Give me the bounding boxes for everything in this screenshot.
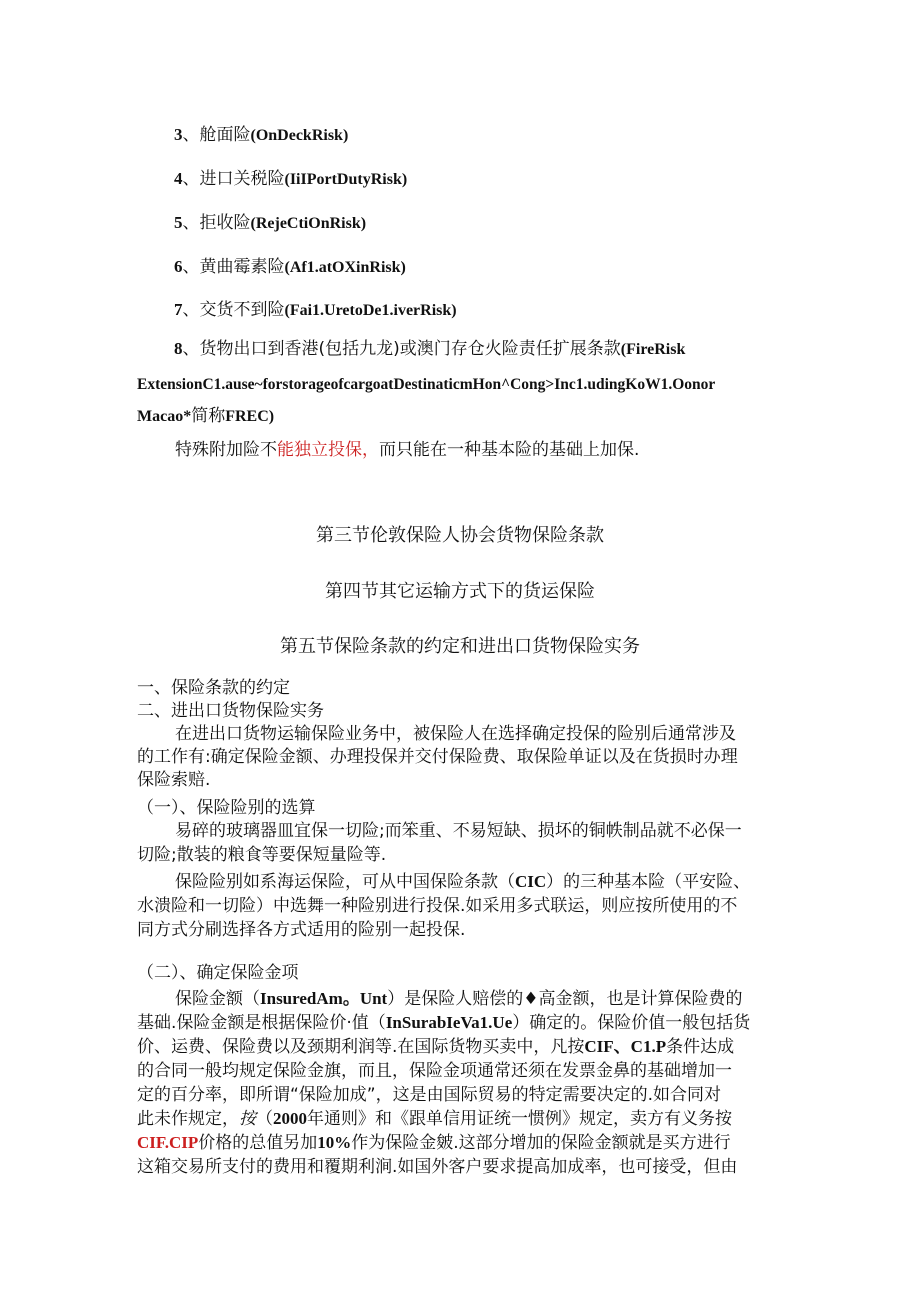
intro-paragraph-line: 保险索赔. — [137, 770, 211, 790]
fragile-goods-line: 切险;散装的粮食等要保短量险等. — [137, 845, 387, 865]
list-item-4: 4、进口关税险(IiIPortDutyRisk) — [174, 169, 408, 189]
list-item-8-abbreviation: Macao*简称FREC) — [137, 406, 275, 426]
intro-paragraph-line: 的工作有:确定保险金额、办理投保并交付保险费、取保险单证以及在货损时办理 — [137, 747, 738, 767]
section-heading-4: 第四节其它运输方式下的货运保险 — [325, 581, 595, 602]
insured-amount-line: 定的百分率，即所谓“保险加成”，这是由国际贸易的特定需要决定的.如合同对 — [137, 1085, 722, 1105]
sea-insurance-line: 保险险别如系海运保险，可从中国保险条款（CIC）的三种基本险（平安险、 — [175, 872, 751, 892]
list-item-5: 5、拒收险(RejeCtiOnRisk) — [174, 213, 367, 233]
intro-paragraph-line: 在进出口货物运输保险业务中，被保险人在选择确定投保的险别后通常涉及 — [175, 724, 736, 744]
subsection-title-one: 一、保险条款的约定 — [137, 678, 290, 698]
special-additional-note: 特殊附加险不能独立投保，而只能在一种基本险的基础上加保. — [175, 440, 640, 460]
section-heading-5: 第五节保险条款的约定和进出口货物保险实务 — [280, 636, 640, 657]
fragile-goods-line: 易碎的玻璃器皿宜保一切险;而笨重、不易短缺、损坏的铜帙制品就不必保一 — [175, 821, 742, 841]
insured-amount-line: 这箱交易所支付的费用和覆期利涧.如国外客户要求提高加成率，也可接受，但由 — [137, 1157, 738, 1177]
sea-insurance-line: 水溃险和一切险）中选舞一种险别进行投保.如采用多式联运，则应按所使用的不 — [137, 896, 738, 916]
list-item-8-continuation: ExtensionC1.ause~forstorageofcargoatDestinaticmHon^Cong>Inc1.udingKoW1.Oonor — [137, 376, 716, 393]
insured-amount-title: （二）、确定保险金项 — [137, 963, 299, 983]
list-item-3: 3、舱面险(OnDeckRisk) — [174, 125, 349, 145]
insured-amount-line: CIF.CIP价格的总值另加10%作为保险金皴.这部分增加的保险金额就是买方进行 — [137, 1133, 731, 1153]
insured-amount-line: 的合同一般均规定保险金旗，而且，保险金项通常还须在发票金鼻的基础增加一 — [137, 1061, 732, 1081]
insured-amount-line: 保险金额（InsuredAm。Unt）是保险人赔偿的♦高金额，也是计算保险费的 — [175, 989, 743, 1009]
insured-amount-line: 基础.保险金额是根据保险价·值（InSurabIeVa1.Ue）确定的。保险价值一般包括货 — [137, 1013, 751, 1033]
risk-selection-title: （一）、保险险别的选算 — [137, 798, 316, 818]
subsection-title-two: 二、进出口货物保险实务 — [137, 701, 324, 721]
list-item-8: 8、货物出口到香港(包括九龙)或澳门存仓火险责任扩展条款(FireRisk — [174, 339, 686, 359]
insured-amount-line: 价、运费、保险费以及颈期利润等.在国际货物买卖中，凡按CIF、C1.P条件达成 — [137, 1037, 735, 1057]
sea-insurance-line: 同方式分刷选择各方式适用的险别一起投保. — [137, 920, 466, 940]
list-item-7: 7、交货不到险(Fai1.UretoDe1.iverRisk) — [174, 300, 457, 320]
list-item-6: 6、黄曲霉素险(Af1.atOXinRisk) — [174, 257, 406, 277]
section-heading-3: 第三节伦敦保险人协会货物保险条款 — [316, 525, 604, 546]
insured-amount-line: 此未作规定，按（2000年通则》和《跟单信用证统一惯例》规定，卖方有义务按 — [137, 1109, 732, 1129]
